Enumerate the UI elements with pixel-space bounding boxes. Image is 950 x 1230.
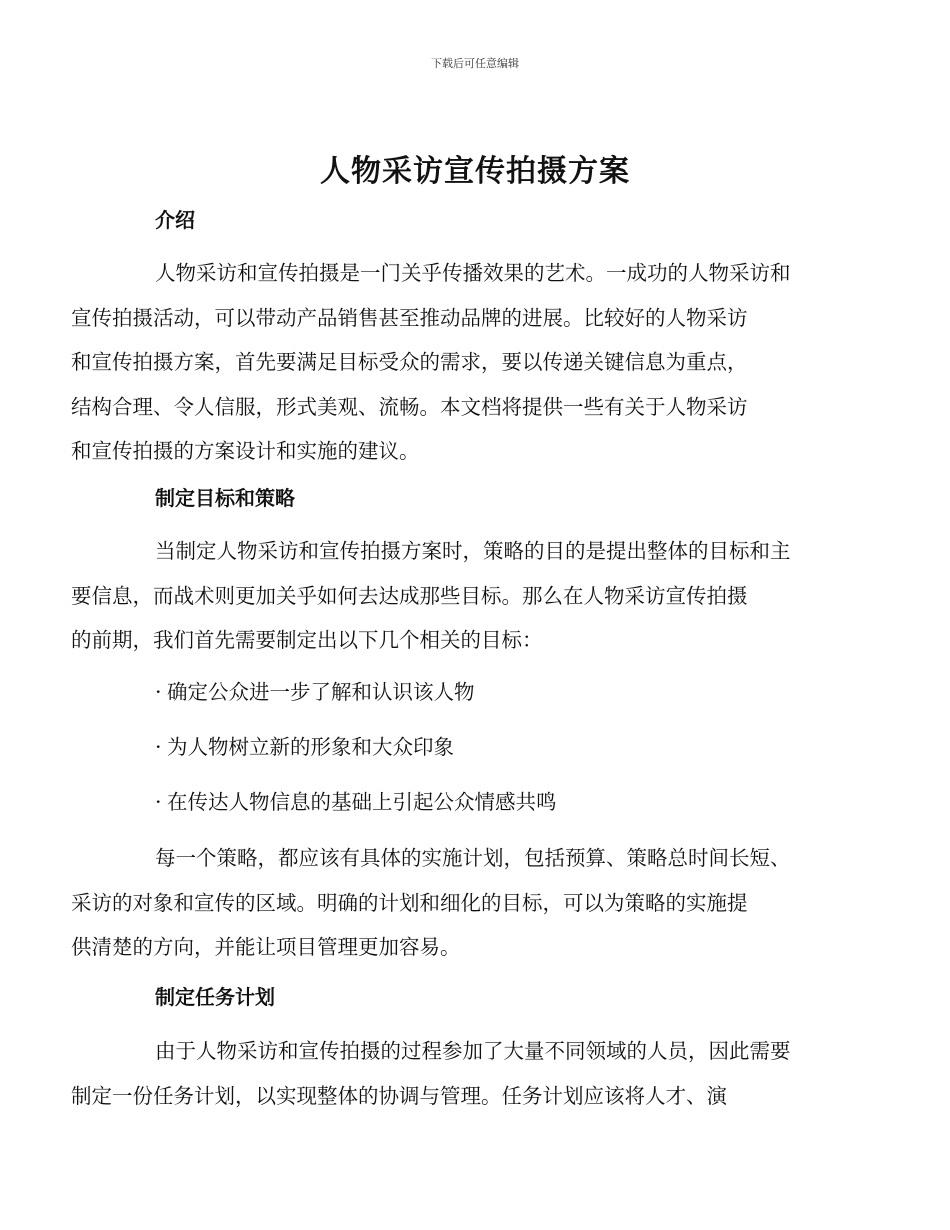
bullet-item (155, 788, 557, 816)
intro-paragraph (71, 251, 833, 474)
paragraph-line: 宣传拍摄活动，可以带动产品销售甚至推动品牌的进展。比较好的人物采访 (71, 305, 748, 330)
paragraph-line: 的前期，我们首先需要制定出以下几个相关的目标： (71, 628, 543, 652)
goals-paragraph (71, 529, 833, 663)
paragraph-line: 结构合理、令人信服，形式美观、流畅。本文档将提供一些有关于人物采访 (71, 394, 748, 419)
strategy-plan-paragraph (71, 836, 833, 970)
paragraph-line: 和宣传拍摄方案，首先要满足目标受众的需求，要以传递关键信息为重点， (71, 350, 748, 374)
paragraph-line: 采访的对象和宣传的区域。明确的计划和细化的目标，可以为策略的实施提 (71, 890, 748, 915)
bullet-item (155, 733, 454, 761)
bullet-dot: · (155, 735, 162, 759)
paragraph-line: 制定一份任务计划，以实现整体的协调与管理。任务计划应该将人才、演 (71, 1083, 727, 1108)
bullet-item (155, 678, 475, 706)
bullet-text: 为人物树立新的形象和大众印象 (167, 735, 454, 759)
section-heading-goals-strategy: 制定目标和策略 (155, 486, 295, 510)
paragraph-line: 和宣传拍摄的方案设计和实施的建议。 (71, 439, 420, 463)
bullet-dot: · (155, 790, 162, 814)
paragraph-line: 人物采访和宣传拍摄是一门关乎传播效果的艺术。一成功的人物采访和 (155, 261, 791, 285)
paragraph-line: 每一个策略，都应该有具体的实施计划，包括预算、策略总时间长短、 (155, 846, 791, 870)
bullet-text: 确定公众进一步了解和认识该人物 (167, 680, 475, 704)
bullet-text: 在传达人物信息的基础上引起公众情感共鸣 (167, 790, 557, 814)
paragraph-line: 供清楚的方向，并能让项目管理更加容易。 (71, 935, 461, 959)
paragraph-line: 由于人物采访和宣传拍摄的过程参加了大量不同领域的人员，因此需要 (155, 1039, 791, 1063)
header-note: 下载后可任意编辑 (431, 57, 519, 70)
section-heading-intro: 介绍 (155, 208, 195, 232)
bullet-dot: · (155, 680, 162, 704)
section-heading-task-plan: 制定任务计划 (155, 985, 275, 1009)
paragraph-line: 当制定人物采访和宣传拍摄方案时，策略的目的是提出整体的目标和主 (155, 539, 791, 563)
paragraph-line: 要信息，而战术则更加关乎如何去达成那些目标。那么在人物采访宣传拍摄 (71, 583, 748, 608)
document-title: 人物采访宣传拍摄方案 (320, 154, 630, 189)
task-plan-paragraph (71, 1029, 833, 1118)
